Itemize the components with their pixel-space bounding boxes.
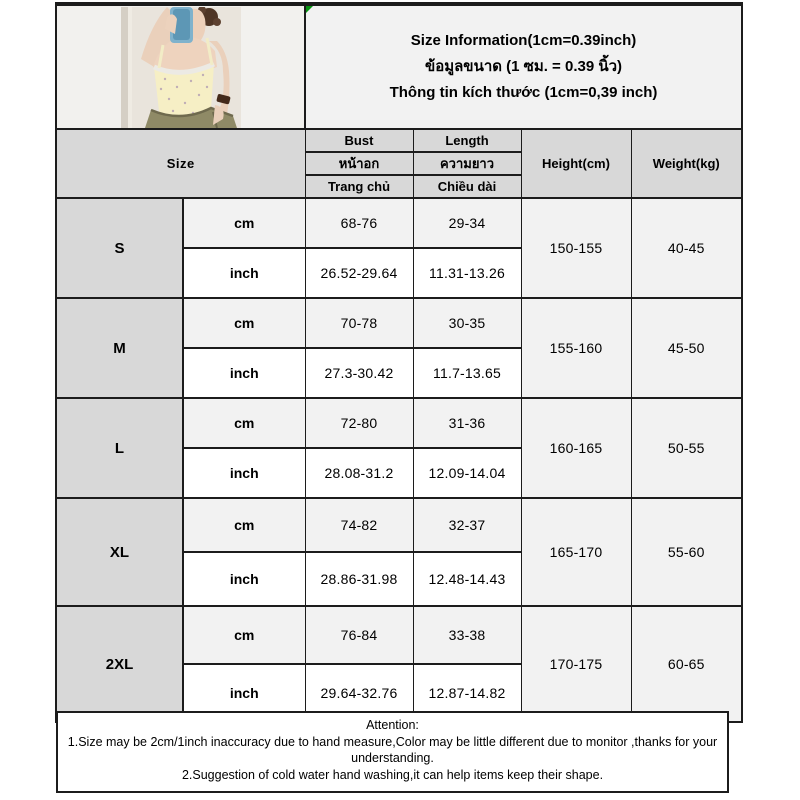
length-inch-value: 11.7-13.65 xyxy=(413,348,521,398)
bust-cm-value: 72-80 xyxy=(305,398,413,448)
attention-line-2: 2.Suggestion of cold water hand washing,it can help items keep their shape. xyxy=(181,767,604,782)
length-cm-value: 30-35 xyxy=(413,298,521,348)
length-header-en: Length xyxy=(413,129,521,152)
height-value: 170-175 xyxy=(521,606,631,722)
height-value: 165-170 xyxy=(521,498,631,606)
length-inch-value: 12.09-14.04 xyxy=(413,448,521,498)
weight-value: 60-65 xyxy=(631,606,742,722)
weight-value: 55-60 xyxy=(631,498,742,606)
size-column-header: Size xyxy=(56,129,305,198)
row-m-cm xyxy=(56,298,742,348)
bust-cm-value: 70-78 xyxy=(305,298,413,348)
length-cm-value: 31-36 xyxy=(413,398,521,448)
bust-cm-value: 74-82 xyxy=(305,498,413,552)
model-selfie-image xyxy=(121,7,241,128)
length-inch-value: 11.31-13.26 xyxy=(413,248,521,298)
attention-box xyxy=(56,711,729,793)
bust-inch-value: 28.08-31.2 xyxy=(305,448,413,498)
green-corner-marker xyxy=(306,6,313,13)
top-section xyxy=(56,4,742,129)
height-value: 155-160 xyxy=(521,298,631,398)
bust-header-th: หน้าอก xyxy=(305,152,413,175)
unit-cm: cm xyxy=(183,498,305,552)
length-header-vi: Chiều dài xyxy=(413,175,521,198)
length-inch-value: 12.48-14.43 xyxy=(413,552,521,606)
row-2xl-cm xyxy=(56,606,742,664)
row-l-cm xyxy=(56,398,742,448)
weight-value: 45-50 xyxy=(631,298,742,398)
unit-cm: cm xyxy=(183,298,305,348)
row-s-cm xyxy=(56,198,742,248)
bust-header-vi: Trang chủ xyxy=(305,175,413,198)
weight-value: 50-55 xyxy=(631,398,742,498)
length-inch-value: 12.87-14.82 xyxy=(413,664,521,722)
height-value: 150-155 xyxy=(521,198,631,298)
height-header: Height(cm) xyxy=(521,129,631,198)
unit-cm: cm xyxy=(183,398,305,448)
length-cm-value: 29-34 xyxy=(413,198,521,248)
unit-inch: inch xyxy=(183,248,305,298)
unit-inch: inch xyxy=(183,348,305,398)
size-table xyxy=(55,2,743,723)
length-cm-value: 33-38 xyxy=(413,606,521,664)
weight-header: Weight(kg) xyxy=(631,129,742,198)
product-photo xyxy=(56,4,305,129)
title-vietnamese: Thông tin kích thước (1cm=0,39 inch) xyxy=(389,84,658,101)
length-header-th: ความยาว xyxy=(413,152,521,175)
unit-cm: cm xyxy=(183,606,305,664)
size-label-m: M xyxy=(56,298,183,398)
row-xl-cm xyxy=(56,498,742,552)
weight-value: 40-45 xyxy=(631,198,742,298)
size-label-l: L xyxy=(56,398,183,498)
size-label-2xl: 2XL xyxy=(56,606,183,722)
bust-inch-value: 26.52-29.64 xyxy=(305,248,413,298)
unit-cm: cm xyxy=(183,198,305,248)
bust-header-en: Bust xyxy=(305,129,413,152)
length-cm-value: 32-37 xyxy=(413,498,521,552)
bust-cm-value: 76-84 xyxy=(305,606,413,664)
unit-inch: inch xyxy=(183,448,305,498)
unit-inch: inch xyxy=(183,552,305,606)
bust-inch-value: 27.3-30.42 xyxy=(305,348,413,398)
header-row-en xyxy=(56,129,742,152)
height-value: 160-165 xyxy=(521,398,631,498)
unit-inch: inch xyxy=(183,664,305,722)
attention-line-1: 1.Size may be 2cm/1inch inaccuracy due to hand measure,Color may be little different due to monitor ,thanks for your understanding. xyxy=(67,734,718,765)
bust-inch-value: 28.86-31.98 xyxy=(305,552,413,606)
size-info-title-cell xyxy=(305,4,742,129)
bust-cm-value: 68-76 xyxy=(305,198,413,248)
size-label-s: S xyxy=(56,198,183,298)
size-label-xl: XL xyxy=(56,498,183,606)
title-thai: ข้อมูลขนาด (1 ซม. = 0.39 นิ้ว) xyxy=(424,58,623,75)
bust-inch-value: 29.64-32.76 xyxy=(305,664,413,722)
attention-title: Attention: xyxy=(366,718,419,732)
title-english: Size Information(1cm=0.39inch) xyxy=(410,32,637,49)
